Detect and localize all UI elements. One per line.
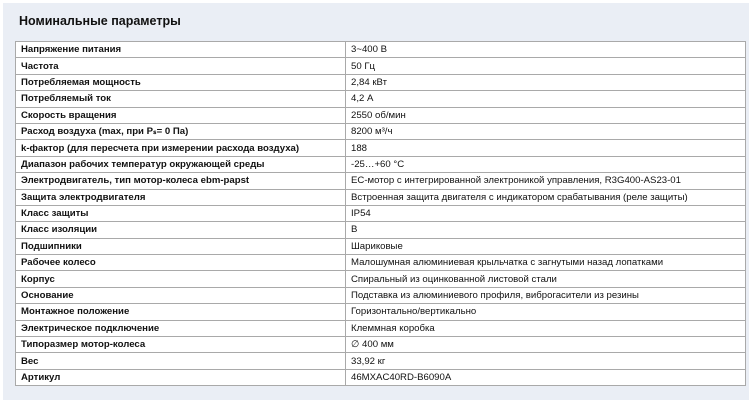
parameter-value: ЕС-мотор с интегрированной электроникой управления, R3G400-AS23-01 [346,173,746,189]
parameter-value: 46MXAC40RD-B6090A [346,369,746,385]
parameter-label: Артикул [16,369,346,385]
parameter-value: 4,2 А [346,91,746,107]
table-row [16,140,746,156]
parameter-value: 2,84 кВт [346,74,746,90]
parameter-label: Частота [16,58,346,74]
parameters-table-body [16,42,746,386]
parameter-label: Типоразмер мотор-колеса [16,337,346,353]
parameter-value: Шариковые [346,238,746,254]
parameter-label: Потребляемая мощность [16,74,346,90]
table-row [16,123,746,139]
parameter-value: ∅ 400 мм [346,337,746,353]
parameter-label: k-фактор (для пересчета при измерении расхода воздуха) [16,140,346,156]
parameter-value: B [346,222,746,238]
table-row [16,238,746,254]
parameter-label: Диапазон рабочих температур окружающей среды [16,156,346,172]
parameter-value: 8200 м³/ч [346,123,746,139]
table-row [16,271,746,287]
table-row [16,74,746,90]
parameter-value: Спиральный из оцинкованной листовой стали [346,271,746,287]
parameter-value: IP54 [346,205,746,221]
table-row [16,205,746,221]
table-row [16,222,746,238]
parameter-value: -25…+60 °С [346,156,746,172]
parameter-value: 33,92 кг [346,353,746,369]
table-row [16,353,746,369]
parameter-value: 188 [346,140,746,156]
parameter-label: Монтажное положение [16,304,346,320]
parameter-label: Электрическое подключение [16,320,346,336]
parameter-value: Подставка из алюминиевого профиля, виброгасители из резины [346,287,746,303]
table-row [16,58,746,74]
parameter-value: 3~400 В [346,42,746,58]
parameter-label: Потребляемый ток [16,91,346,107]
table-row [16,337,746,353]
section-title: Номинальные параметры [19,14,181,28]
parameter-value: Горизонтально/вертикально [346,304,746,320]
parameters-table [15,41,746,386]
parameter-label: Скорость вращения [16,107,346,123]
parameter-label: Класс изоляции [16,222,346,238]
table-row [16,156,746,172]
table-row [16,42,746,58]
table-row [16,173,746,189]
table-row [16,320,746,336]
table-row [16,107,746,123]
parameter-label: Электродвигатель, тип мотор-колеса ebm-papst [16,173,346,189]
parameter-value: Клеммная коробка [346,320,746,336]
parameter-label: Защита электродвигателя [16,189,346,205]
parameter-label: Корпус [16,271,346,287]
parameter-label: Расход воздуха (max, при Pₛ= 0 Па) [16,123,346,139]
table-row [16,287,746,303]
parameter-label: Вес [16,353,346,369]
table-row [16,91,746,107]
parameter-label: Подшипники [16,238,346,254]
table-row [16,255,746,271]
parameter-label: Основание [16,287,346,303]
parameter-label: Класс защиты [16,205,346,221]
table-row [16,369,746,385]
parameter-label: Рабочее колесо [16,255,346,271]
table-row [16,189,746,205]
section-bottom-band [3,395,749,400]
parameter-label: Напряжение питания [16,42,346,58]
table-row [16,304,746,320]
parameter-value: Малошумная алюминиевая крыльчатка с загнутыми назад лопатками [346,255,746,271]
parameter-value: 50 Гц [346,58,746,74]
nominal-parameters-section [3,3,749,400]
parameter-value: 2550 об/мин [346,107,746,123]
parameter-value: Встроенная защита двигателя с индикатором срабатывания (реле защиты) [346,189,746,205]
